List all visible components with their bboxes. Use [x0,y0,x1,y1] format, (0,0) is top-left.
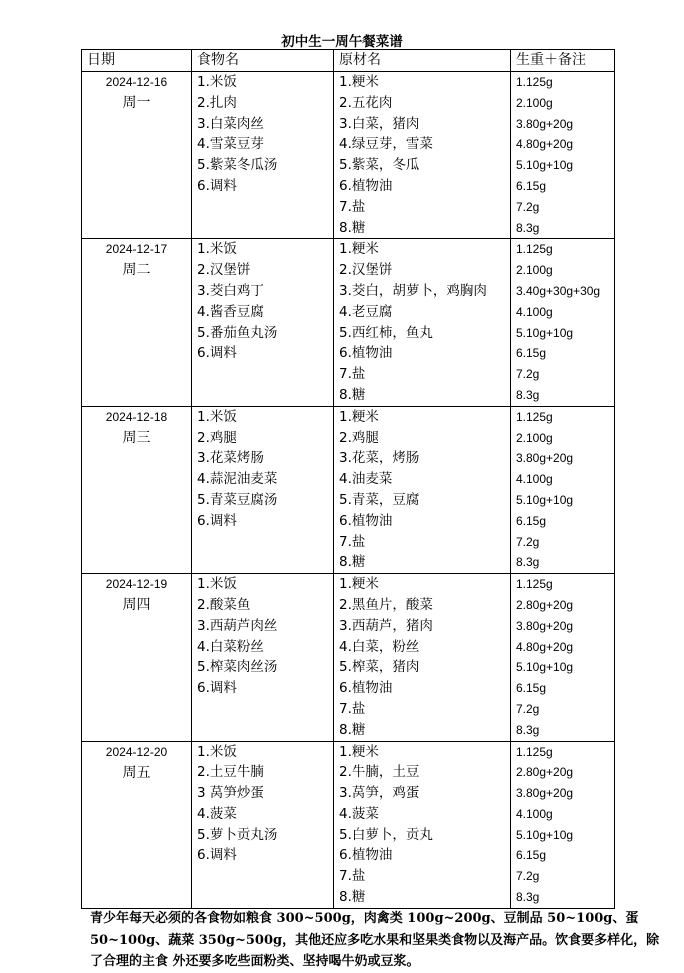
weight-item: 2.100g [516,263,553,278]
menu-table [81,49,615,909]
food-item: 2.土豆牛腩 [197,764,264,781]
weight-item: 8.3g [516,555,540,570]
weight-item: 2.100g [516,95,553,110]
page-title: 初中生一周午餐菜谱 [281,34,403,50]
ingredient-item: 5.紫菜，冬瓜 [339,157,420,174]
ingredient-item: 8.糖 [339,889,366,906]
ingredient-item: 8.糖 [339,721,366,738]
food-cell [192,72,334,239]
ingredient-cell [334,72,511,239]
ingredient-item: 7.盐 [339,700,366,717]
food-item: 3 莴笋炒蛋 [197,785,264,802]
weight-item: 6.15g [516,513,547,528]
weight-item: 1.125g [516,744,553,759]
weekday-text: 周三 [122,429,151,446]
food-cell [192,741,334,908]
weight-item: 8.3g [516,220,540,235]
weekday-text: 周二 [122,262,151,279]
weight-item: 3.80g+20g [516,618,574,633]
food-item: 4.白菜粉丝 [197,638,264,655]
ingredient-item: 7.盐 [339,868,366,885]
food-item: 6.调料 [197,847,237,864]
weight-item: 2.100g [516,430,553,445]
weight-item: 1.125g [516,75,553,89]
weight-item: 7.2g [516,199,540,214]
weight-item: 4.100g [516,304,553,319]
ingredient-item: 1.粳米 [339,743,379,760]
ingredient-item: 7.盐 [339,366,366,383]
food-item: 6.调料 [197,177,237,194]
weight-cell [511,574,615,741]
ingredient-item: 6.植物油 [339,847,393,864]
food-item: 4.雪菜豆芽 [197,136,264,153]
header-ingredient: 原材名 [334,50,511,72]
ingredient-item: 7.盐 [339,198,366,215]
food-item: 5.紫菜冬瓜汤 [197,157,278,174]
header-weight: 生重＋备注 [511,50,615,72]
ingredient-item: 7.盐 [339,533,366,550]
ingredient-item: 3.西葫芦，猪肉 [339,617,433,634]
food-item: 1.米饭 [197,74,237,90]
weekday-text: 周五 [122,764,151,781]
weight-cell [511,741,615,908]
weight-item: 8.3g [516,722,540,737]
ingredient-item: 6.植物油 [339,512,393,529]
ingredient-item: 5.青菜，豆腐 [339,491,420,508]
nutrition-note: 青少年每天必须的各食物如粮食 300~500g，肉禽类 100g~200g、豆制品 50~100g、蛋 50~100g、蔬菜 350g~500g，其他还应多吃水果和坚果类食物以及海产品。饮食要多样化，除了合理的主食 外还要多吃些面粉类、坚持喝牛奶或豆浆。 [90,911,660,969]
ingredient-cell [334,406,511,573]
ingredient-item: 2.鸡腿 [339,429,379,446]
ingredient-item: 5.榨菜，猪肉 [339,659,420,676]
food-cell [192,574,334,741]
date-cell [82,406,192,573]
date-cell [82,574,192,741]
ingredient-item: 2.黑鱼片，酸菜 [339,596,433,613]
weight-item: 6.15g [516,681,547,696]
food-cell [192,239,334,406]
food-item: 4.酱香豆腐 [197,303,264,320]
weight-item: 8.3g [516,890,540,905]
weight-item: 7.2g [516,534,540,549]
ingredient-item: 6.植物油 [339,680,393,697]
weight-item: 3.80g+20g [516,116,574,131]
food-item: 3.西葫芦肉丝 [197,617,278,634]
table-row [82,574,615,741]
ingredient-item: 1.粳米 [339,408,379,425]
weight-item: 3.80g+20g [516,786,574,801]
weight-item: 5.10g+10g [516,660,574,675]
ingredient-item: 6.植物油 [339,345,393,362]
food-item: 5.青菜豆腐汤 [197,491,278,508]
food-item: 6.调料 [197,512,237,529]
weight-item: 6.15g [516,848,547,863]
ingredient-item: 1.粳米 [339,74,379,90]
date-text: 2024-12-20 [105,744,168,759]
food-item: 1.米饭 [197,743,237,760]
ingredient-item: 2.五花肉 [339,94,393,111]
ingredient-item: 4.油麦菜 [339,471,393,488]
ingredient-item: 4.绿豆芽，雪菜 [339,136,433,153]
ingredient-item: 8.糖 [339,219,366,236]
ingredient-cell [334,574,511,741]
weight-item: 7.2g [516,869,540,884]
date-text: 2024-12-18 [105,409,168,424]
ingredient-cell [334,741,511,908]
food-item: 4.蒜泥油麦菜 [197,471,278,488]
date-text: 2024-12-17 [105,242,168,257]
food-item: 2.酸菜鱼 [197,596,251,613]
ingredient-item: 2.牛腩，土豆 [339,764,420,781]
weight-item: 4.100g [516,806,553,821]
food-item: 1.米饭 [197,241,237,258]
ingredient-item: 4.老豆腐 [339,303,393,320]
ingredient-item: 4.菠菜 [339,805,379,822]
weight-item: 5.10g+10g [516,492,574,507]
food-item: 5.萝卜贡丸汤 [197,826,278,843]
weight-item: 7.2g [516,701,540,716]
weight-item: 3.80g+20g [516,451,574,466]
weekday-text: 周一 [122,95,151,111]
date-cell [82,72,192,239]
date-text: 2024-12-16 [105,75,168,89]
weight-cell [511,239,615,406]
food-item: 6.调料 [197,680,237,697]
ingredient-item: 3.莴笋，鸡蛋 [339,785,420,802]
ingredient-item: 5.西红柿，鱼丸 [339,324,433,341]
food-item: 3.茭白鸡丁 [197,282,264,299]
weight-item: 1.125g [516,409,553,424]
food-item: 5.番茄鱼丸汤 [197,324,278,341]
weight-item: 4.100g [516,472,553,487]
food-cell [192,406,334,573]
food-item: 1.米饭 [197,408,237,425]
date-text: 2024-12-19 [105,577,168,592]
date-cell [82,741,192,908]
weight-cell [511,72,615,239]
ingredient-item: 3.花菜，烤肠 [339,450,420,467]
table-row [82,406,615,573]
weight-item: 5.10g+10g [516,827,574,842]
ingredient-item: 2.汉堡饼 [339,262,393,279]
food-item: 2.扎肉 [197,94,237,111]
header-date: 日期 [82,50,192,72]
weight-item: 3.40g+30g+30g [516,283,601,298]
weight-item: 1.125g [516,242,553,257]
ingredient-item: 1.粳米 [339,576,379,593]
ingredient-item: 8.糖 [339,386,366,403]
food-item: 6.调料 [197,345,237,362]
header-food: 食物名 [192,50,334,72]
weight-item: 5.10g+10g [516,325,574,340]
ingredient-item: 3.茭白，胡萝卜，鸡胸肉 [339,282,487,299]
food-item: 3.白菜肉丝 [197,115,264,132]
ingredient-item: 4.白菜，粉丝 [339,638,420,655]
ingredient-item: 3.白菜，猪肉 [339,115,420,132]
ingredient-item: 6.植物油 [339,177,393,194]
weight-item: 4.80g+20g [516,137,574,152]
ingredient-item: 5.白萝卜，贡丸 [339,826,433,843]
ingredient-item: 1.粳米 [339,241,379,258]
food-item: 5.榨菜肉丝汤 [197,659,278,676]
table-row [82,741,615,908]
food-item: 2.鸡腿 [197,429,237,446]
ingredient-cell [334,239,511,406]
weight-item: 1.125g [516,577,553,592]
food-item: 3.花菜烤肠 [197,450,264,467]
weight-item: 4.80g+20g [516,639,574,654]
table-row [82,72,615,239]
weight-item: 7.2g [516,367,540,382]
weekday-text: 周四 [122,597,151,614]
weight-item: 2.80g+20g [516,765,574,780]
weight-item: 6.15g [516,178,547,193]
weight-item: 5.10g+10g [516,158,574,173]
weight-item: 6.15g [516,346,547,361]
weight-item: 8.3g [516,387,540,402]
table-header-row [82,50,615,72]
weight-item: 2.80g+20g [516,597,574,612]
table-row [82,239,615,406]
food-item: 2.汉堡饼 [197,262,251,279]
date-cell [82,239,192,406]
weight-cell [511,406,615,573]
food-item: 1.米饭 [197,576,237,593]
food-item: 4.菠菜 [197,805,237,822]
ingredient-item: 8.糖 [339,554,366,571]
